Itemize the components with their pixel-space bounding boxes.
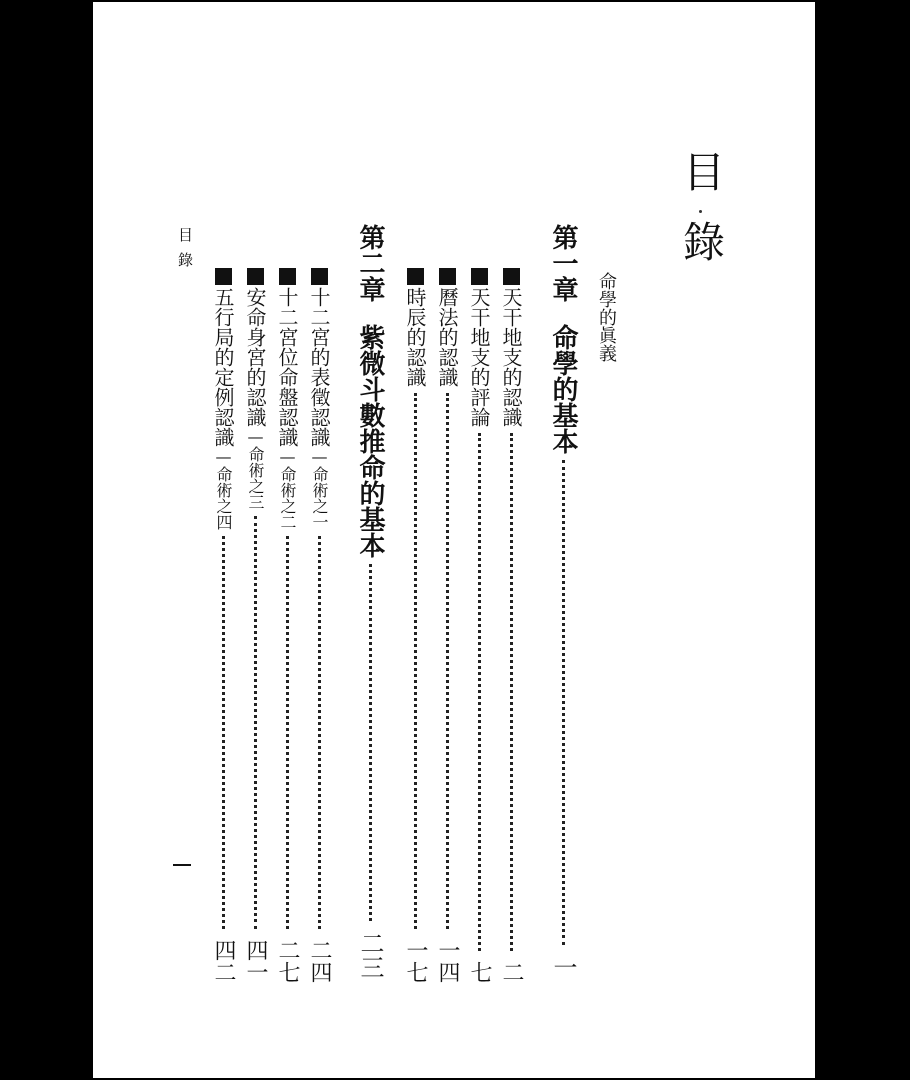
page-number (173, 864, 191, 866)
chapter-1-title: 命學的基本 (548, 324, 578, 454)
chapter-2-title: 紫微斗數推命的基本 (355, 324, 385, 558)
book-page (93, 2, 815, 1078)
toc-entry-page: 四二 (211, 939, 236, 983)
toc-entry-2[interactable] (467, 268, 491, 983)
toc-entry-8[interactable] (211, 268, 235, 983)
title-dot (699, 210, 702, 213)
dot-leader (222, 536, 225, 929)
toc-entry-label: 天干地支的認識 (499, 287, 523, 427)
toc-entry-suffix: —命術之一 (310, 447, 329, 530)
dot-leader (318, 536, 321, 929)
toc-entry-page: 一四 (435, 939, 460, 983)
toc-entry-page: 一七 (403, 939, 428, 983)
dot-leader (562, 460, 565, 945)
square-bullet-icon (279, 268, 296, 285)
square-bullet-icon (407, 268, 424, 285)
square-bullet-icon (503, 268, 520, 285)
dot-leader (254, 516, 257, 929)
toc-entry-label: 天干地支的評論 (467, 287, 491, 427)
toc-entry-6[interactable] (275, 268, 299, 983)
chapter-1-page: 一 (549, 955, 577, 979)
toc-entry-4[interactable] (403, 268, 427, 983)
toc-entry-page: 七 (467, 961, 492, 983)
toc-entry-page: 四一 (243, 939, 268, 983)
toc-entry-page: 二七 (275, 939, 300, 983)
toc-entry-page: 二四 (307, 939, 332, 983)
toc-entry-page: 二 (499, 961, 524, 983)
toc-chapter-2[interactable] (355, 224, 385, 979)
dot-leader (478, 433, 481, 951)
toc-prelim-label: 命學的眞義 (596, 272, 617, 362)
square-bullet-icon (215, 268, 232, 285)
dot-leader (414, 393, 417, 929)
dot-leader (510, 433, 513, 951)
chapter-2-page: 二三 (356, 931, 384, 979)
toc-entry-5[interactable] (307, 268, 331, 983)
toc-entry-suffix: —命術之二 (278, 447, 297, 530)
square-bullet-icon (439, 268, 456, 285)
dot-leader (369, 564, 372, 921)
toc-entry-label: 十二宮的表徵認識 (307, 287, 331, 447)
toc-entry-label: 時辰的認識 (403, 287, 427, 387)
dot-leader (286, 536, 289, 929)
toc-chapter-1[interactable] (548, 224, 578, 979)
toc-entry-label: 曆法的認識 (435, 287, 459, 387)
chapter-1-label: 第一章 (548, 224, 578, 302)
toc-entry-label: 十二宮位命盤認識 (275, 287, 299, 447)
toc-entry-label: 五行局的定例認識 (211, 287, 235, 447)
toc-entry-1[interactable] (499, 268, 523, 983)
page-number-text: 一 (93, 2, 94, 3)
square-bullet-icon (311, 268, 328, 285)
toc-entry-3[interactable] (435, 268, 459, 983)
toc-title-char-1: 目 (683, 148, 726, 197)
toc-entry-7[interactable] (243, 268, 267, 983)
running-head: 目錄 (176, 227, 194, 277)
toc-entry-suffix: —命術之三 (246, 427, 265, 510)
chapter-2-label: 第二章 (355, 224, 385, 302)
toc-title-char-2: 錄 (683, 218, 726, 267)
toc-prelim[interactable] (595, 272, 617, 382)
toc-entry-suffix: —命術之四 (214, 447, 233, 530)
square-bullet-icon (471, 268, 488, 285)
dot-leader (446, 393, 449, 929)
toc-entry-label: 安命身宮的認識 (243, 287, 267, 427)
square-bullet-icon (247, 268, 264, 285)
